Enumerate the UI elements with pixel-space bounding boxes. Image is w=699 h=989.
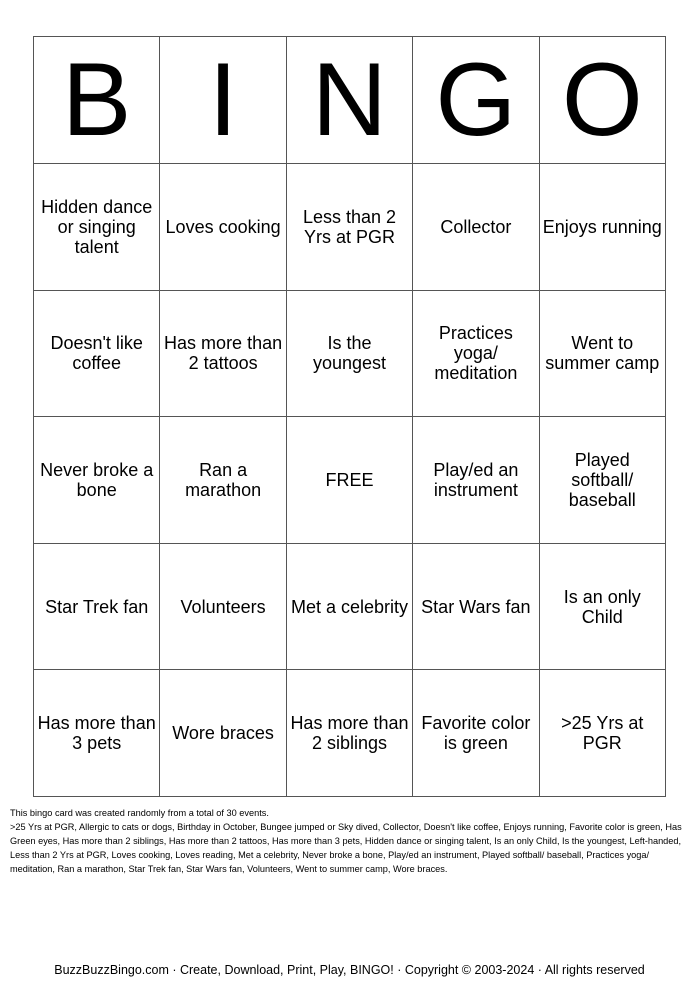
cell-text: >25 Yrs at PGR — [561, 713, 644, 754]
cell-text: Never broke a bone — [40, 459, 154, 500]
cell-text: Has more than 2 tattoos — [164, 333, 283, 374]
bingo-cell — [413, 290, 539, 417]
bingo-cell — [34, 417, 160, 544]
cell-text: Enjoys running — [542, 216, 662, 237]
header-letter-n: N — [286, 37, 412, 164]
bingo-header-row — [34, 37, 666, 164]
cell-text: Star Wars fan — [421, 596, 531, 617]
cell-text: Star Trek fan — [45, 596, 149, 617]
cell-text: Wore braces — [172, 723, 274, 744]
free-space-cell — [286, 417, 412, 544]
bingo-cell — [413, 164, 539, 291]
bingo-cell — [413, 417, 539, 544]
bingo-cell — [160, 543, 286, 670]
bingo-cell — [34, 290, 160, 417]
cell-text: Hidden dance or singing talent — [41, 196, 153, 257]
footer-copyright: BuzzBuzzBingo.com · Create, Download, Print, Play, BINGO! · Copyright © 2003-2024 · All rights reserved — [54, 963, 645, 977]
bingo-card — [33, 36, 666, 797]
header-letter-b: B — [34, 37, 160, 164]
bingo-cell — [413, 670, 539, 797]
bingo-cell — [539, 543, 665, 670]
bingo-cell — [286, 164, 412, 291]
bingo-cell — [286, 670, 412, 797]
cell-text: Practices yoga/ meditation — [434, 323, 518, 384]
cell-text: Loves cooking — [165, 216, 281, 237]
cell-text: Ran a marathon — [185, 459, 262, 500]
cell-text: Is an only Child — [563, 586, 641, 627]
cell-text: Play/ed an instrument — [433, 459, 519, 500]
cell-text: Less than 2 Yrs at PGR — [302, 206, 397, 247]
cell-text: FREE — [325, 469, 374, 490]
cell-text: Has more than 3 pets — [37, 713, 156, 754]
bingo-cell — [286, 290, 412, 417]
cell-text: Volunteers — [180, 596, 266, 617]
bingo-cell — [160, 670, 286, 797]
bingo-cell — [34, 543, 160, 670]
card-event-list: >25 Yrs at PGR, Allergic to cats or dogs, Birthday in October, Bungee jumped or Sky dived, Collector, Doesn't like coffee, Enjoys running, Favorite color is green, Has Green eyes, Has more than 2 siblings, Has more than 2 tattoos, Has more than 3 pets, Hidden dance or singing talent, Is an only Child, Is the youngest, Left-handed, Less than 2 Yrs at PGR, Loves cooking, Loves reading, Met a celebrity, Never broke a bone, Play/ed an instrument, Played softball/ baseball, Practices yoga/ meditation, Ran a marathon, Star Trek fan, Star Wars fan, Volunteers, Went to summer camp, Wore braces. — [10, 822, 682, 874]
bingo-cell — [34, 164, 160, 291]
bingo-row — [34, 670, 666, 797]
bingo-cell — [160, 417, 286, 544]
bingo-cell — [34, 670, 160, 797]
bingo-row — [34, 543, 666, 670]
bingo-cell — [286, 543, 412, 670]
bingo-cell — [160, 164, 286, 291]
cell-text: Is the youngest — [312, 333, 386, 374]
header-letter-o: O — [539, 37, 665, 164]
bingo-cell — [539, 290, 665, 417]
card-info-summary: This bingo card was created randomly from a total of 30 events. — [10, 808, 269, 818]
card-info — [10, 806, 690, 876]
cell-text: Collector — [440, 216, 512, 237]
cell-text: Met a celebrity — [290, 596, 408, 617]
bingo-cell — [539, 670, 665, 797]
bingo-row — [34, 417, 666, 544]
header-letter-i: I — [160, 37, 286, 164]
cell-text: Went to summer camp — [545, 333, 660, 374]
bingo-row — [34, 164, 666, 291]
bingo-cell — [160, 290, 286, 417]
bingo-row — [34, 290, 666, 417]
cell-text: Doesn't like coffee — [50, 333, 143, 374]
cell-text: Favorite color is green — [421, 713, 531, 754]
cell-text: Played softball/ baseball — [568, 449, 636, 510]
header-letter-g: G — [413, 37, 539, 164]
bingo-cell — [539, 417, 665, 544]
cell-text: Has more than 2 siblings — [290, 713, 409, 754]
bingo-cell — [413, 543, 539, 670]
bingo-cell — [539, 164, 665, 291]
